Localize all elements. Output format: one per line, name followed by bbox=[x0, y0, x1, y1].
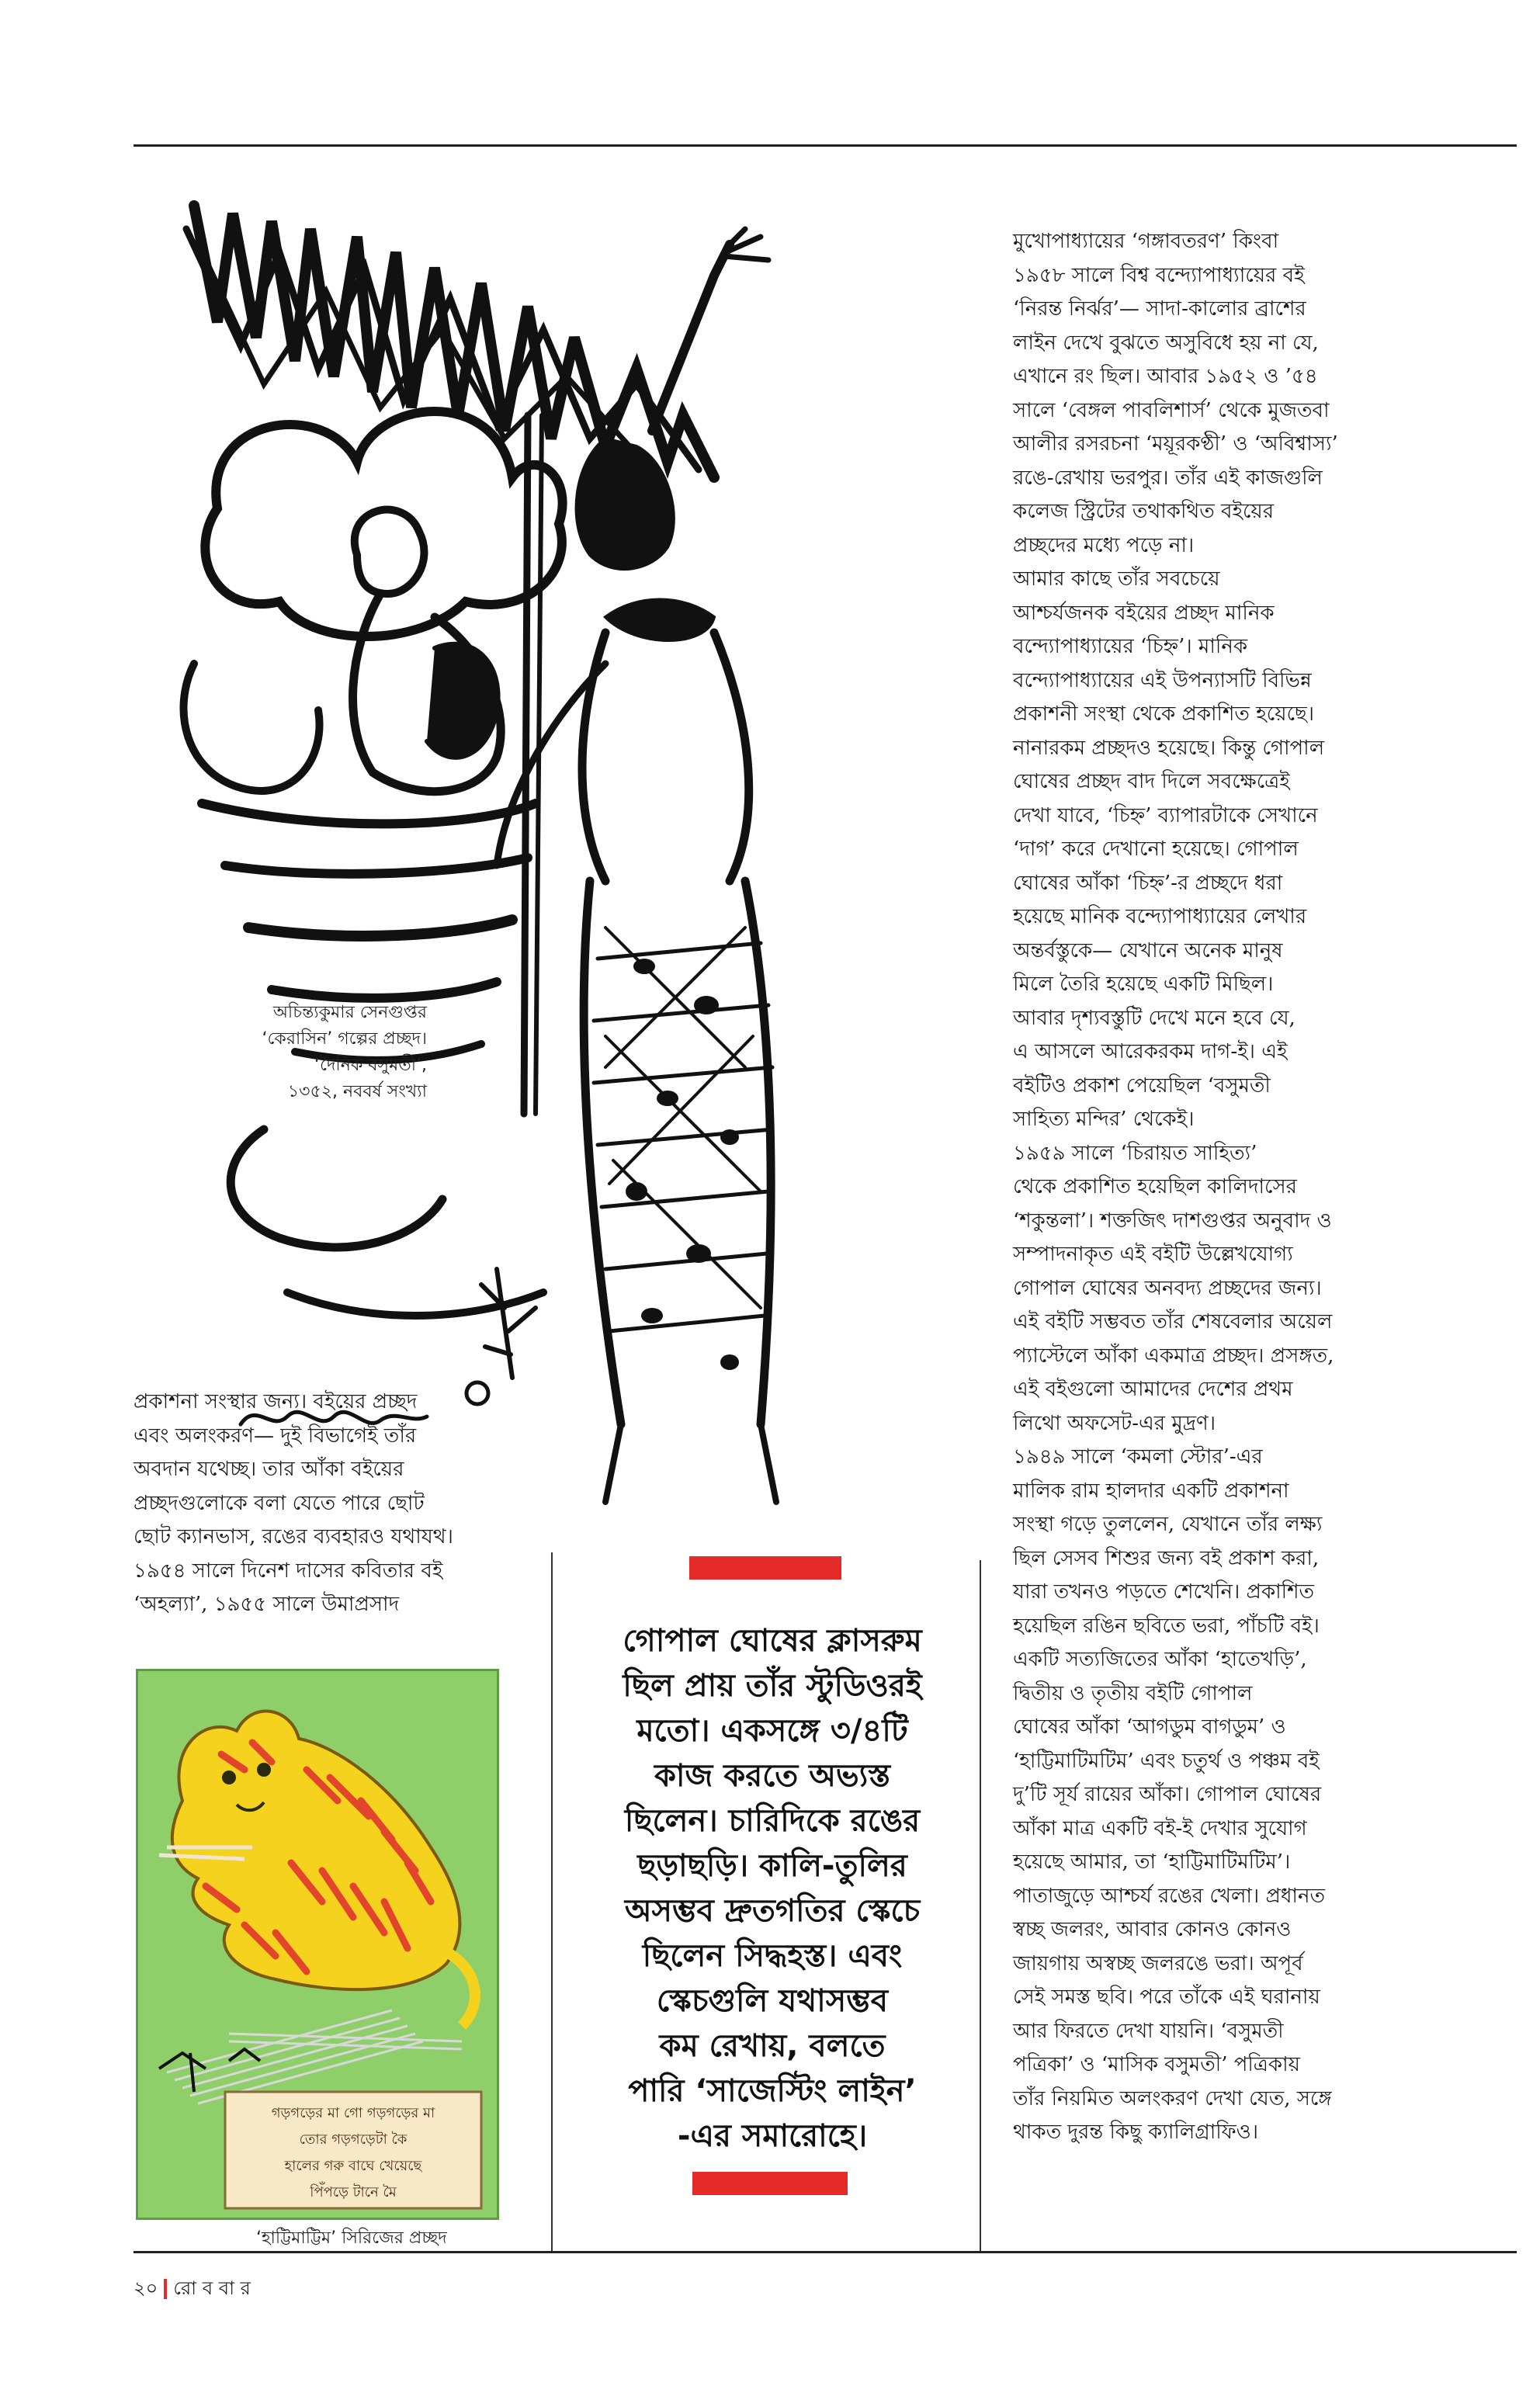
ink-illustration bbox=[171, 182, 955, 1517]
poster-label-line: তোর গড়গড়েটা কৈ bbox=[299, 2131, 408, 2148]
text-line: মালিক রাম হালদার একটি প্রকাশনা bbox=[1013, 1479, 1289, 1503]
text-line: ‘দাগ’ করে দেখানো হয়েছে। গোপাল bbox=[1013, 838, 1299, 861]
text-line: এই বইটি সম্ভবত তাঁর শেষবেলার অয়েল bbox=[1013, 1310, 1333, 1333]
text-line: এবং অলংকরণ— দুই বিভাগেই তাঁর bbox=[134, 1424, 417, 1448]
text-line: এই বইগুলো আমাদের দেশের প্রথম bbox=[1013, 1378, 1293, 1401]
text-line: ঘোষের আঁকা ‘চিহ্ন’-র প্রচ্ছদে ধরা bbox=[1013, 871, 1283, 895]
text-line: আলীর রসরচনা ‘ময়ূরকণ্ঠী’ ও ‘অবিশ্বাস্য’ bbox=[1013, 432, 1338, 456]
text-line: অন্তর্বস্তুকে— যেখানে অনেক মানুষ bbox=[1013, 938, 1283, 962]
text-line: পাতাজুড়ে আশ্চর্য রঙের খেলা। প্রধানত bbox=[1013, 1884, 1325, 1908]
text-line: প্রচ্ছদগুলোকে বলা যেতে পারে ছোট bbox=[134, 1491, 425, 1515]
caption-line: ‘দৈনিক বসুমতী’, bbox=[314, 1056, 427, 1075]
pull-quote-line: পারি ‘সাজেস্টিং লাইন’ bbox=[628, 2073, 917, 2109]
text-line: এ আসলে আরেকরকম দাগ-ই। এই bbox=[1013, 1040, 1288, 1063]
text-line: দ্বিতীয় ও তৃতীয় বইটি গোপাল bbox=[1013, 1681, 1253, 1705]
pull-quote-line: অসম্ভব দ্রুতগতির স্কেচে bbox=[624, 1893, 921, 1929]
text-line: সংস্থা গড়ে তুললেন, যেখানে তাঁর লক্ষ্য bbox=[1013, 1513, 1323, 1536]
pull-quote-line: মতো। একসঙ্গে ৩/৪টি bbox=[636, 1713, 908, 1749]
text-line: দেখা যাবে, ‘চিহ্ন’ ব্যাপারটাকে সেখানে bbox=[1013, 803, 1318, 827]
text-line: রঙে-রেখায় ভরপুর। তাঁর এই কাজগুলি bbox=[1013, 466, 1323, 490]
poster-caption: ‘হাট্টিমাট্টিম’ সিরিজের প্রচ্ছদ bbox=[256, 2228, 447, 2248]
text-line: আর ফিরতে দেখা যায়নি। ‘বসুমতী bbox=[1013, 2019, 1284, 2043]
text-line: ছোট ক্যানভাস, রঙের ব্যবহারও যথাযথ। bbox=[134, 1525, 453, 1549]
text-line: হয়েছিল রঙিন ছবিতে ভরা, পাঁচটি বই। bbox=[1013, 1614, 1320, 1638]
text-line: হয়েছে আমার, তা ‘হাট্টিমাটিমটিম’। bbox=[1013, 1850, 1291, 1874]
text-line: ‘অহল্যা’, ১৯৫৫ সালে উমাপ্রসাদ bbox=[134, 1593, 400, 1616]
pull-quote-bar-bottom bbox=[692, 2172, 848, 2195]
text-line: ‘নিরন্ত নির্ঝর’— সাদা-কালোর ব্রাশের bbox=[1013, 297, 1306, 321]
text-line: তাঁর নিয়মিত অলংকরণ দেখা যেত, সঙ্গে bbox=[1013, 2086, 1332, 2110]
caption-line: অচিন্ত্যকুমার সেনগুপ্তর bbox=[272, 1003, 427, 1022]
top-rule bbox=[134, 144, 1517, 147]
text-line: সেই সমস্ত ছবি। পরে তাঁকে এই ঘরানায় bbox=[1013, 1985, 1320, 2009]
text-line: সালে ‘বেঙ্গল পাবলিশার্স’ থেকে মুজতবা bbox=[1013, 398, 1330, 422]
text-line: ১৯৫৪ সালে দিনেশ দাসের কবিতার বই bbox=[134, 1559, 443, 1583]
pull-quote-line: কাজ করতে অভ্যস্ত bbox=[654, 1758, 891, 1794]
poster-label-line: হালের গরু বাঘে খেয়েছে bbox=[284, 2158, 422, 2174]
footer-separator bbox=[164, 2279, 167, 2299]
text-line: ১৯৪৯ সালে ‘কমলা স্টোর’-এর bbox=[1013, 1445, 1263, 1469]
text-line: পত্রিকা’ ও ‘মাসিক বসুমতী’ পত্রিকায় bbox=[1013, 2053, 1300, 2076]
pull-quote-line: স্কেচগুলি যথাসম্ভব bbox=[656, 1983, 889, 2019]
poster-label-line: পিঁপড়ে টানে মৈ bbox=[310, 2184, 397, 2201]
text-line: এখানে রং ছিল। আবার ১৯৫২ ও ’৫৪ bbox=[1013, 365, 1318, 388]
text-line: অবদান যথেচ্ছ। তার আঁকা বইয়ের bbox=[134, 1458, 404, 1481]
text-line: প্রকাশনা সংস্থার জন্য। বইয়ের প্রচ্ছদ bbox=[134, 1390, 418, 1413]
poster-label-line: গড়গড়ের মা গো গড়গড়ের মা bbox=[271, 2105, 435, 2121]
caption-line: ‘কেরাসিন’ গল্পের প্রচ্ছদ। bbox=[262, 1029, 427, 1049]
text-line: কলেজ স্ট্রিটের তথাকথিত বইয়ের bbox=[1013, 500, 1275, 523]
text-line: থেকে প্রকাশিত হয়েছিল কালিদাসের bbox=[1013, 1175, 1297, 1198]
pull-quote-line: গোপাল ঘোষের ক্লাসরুম bbox=[623, 1623, 922, 1659]
pull-quote-line: ছিলেন। চারিদিকে রঙের bbox=[624, 1803, 921, 1839]
text-line: প্রচ্ছদের মধ্যে পড়ে না। bbox=[1013, 533, 1195, 557]
pull-quote-line: ছিলেন সিদ্ধহস্ত। এবং bbox=[642, 1938, 903, 1974]
pull-quote-line: কম রেখায়, বলতে bbox=[659, 2028, 886, 2064]
text-line: ছিল সেসব শিশুর জন্য বই প্রকাশ করা, bbox=[1013, 1546, 1320, 1570]
text-line: নানারকম প্রচ্ছদও হয়েছে। কিন্তু গোপাল bbox=[1013, 736, 1325, 760]
text-line: মুখোপাধ্যায়ের ‘গঙ্গাবতরণ’ কিংবা bbox=[1013, 230, 1279, 253]
text-line: আশ্চর্যজনক বইয়ের প্রচ্ছদ মানিক bbox=[1013, 601, 1275, 625]
illustration-caption bbox=[175, 1000, 427, 1105]
text-line: ঘোষের প্রচ্ছদ বাদ দিলে সবক্ষেত্রেই bbox=[1013, 770, 1290, 793]
pull-quote bbox=[555, 1618, 990, 2159]
text-line: দু’টি সূর্য রায়ের আঁকা। গোপাল ঘোষের bbox=[1013, 1783, 1322, 1806]
text-line: স্বচ্ছ জলরং, আবার কোনও কোনও bbox=[1013, 1918, 1292, 1941]
page-number: ২০ bbox=[134, 2277, 158, 2299]
page-footer bbox=[134, 2274, 251, 2305]
text-line: আঁকা মাত্র একটি বই-ই দেখার সুযোগ bbox=[1013, 1816, 1307, 1840]
pull-quote-bar-top bbox=[689, 1556, 841, 1580]
text-line: বইটিও প্রকাশ পেয়েছিল ‘বসুমতী bbox=[1013, 1073, 1271, 1098]
text-line: হয়েছে মানিক বন্দ্যোপাধ্যায়ের লেখার bbox=[1013, 905, 1307, 928]
text-line: একটি সত্যজিতের আঁকা ‘হাতেখড়ি’, bbox=[1013, 1648, 1307, 1671]
text-line: সাহিত্য মন্দির’ থেকেই। bbox=[1013, 1108, 1195, 1131]
text-line: সম্পাদনাকৃত এই বইটি উল্লেখযোগ্য bbox=[1013, 1243, 1293, 1266]
text-line: ১৯৫৯ সালে ‘চিরায়ত সাহিত্য’ bbox=[1013, 1141, 1257, 1165]
text-line: জায়গায় অস্বচ্ছ জলরঙে ভরা। অপূর্ব bbox=[1013, 1951, 1303, 1975]
pull-quote-line: ছড়াছড়ি। কালি-তুলির bbox=[637, 1848, 907, 1884]
text-line: মিলে তৈরি হয়েছে একটি মিছিল। bbox=[1013, 973, 1274, 996]
text-line: ঘোষের আঁকা ‘আগডুম বাগডুম’ ও bbox=[1013, 1715, 1286, 1739]
text-line: বন্দ্যোপাধ্যায়ের ‘চিহ্ন’। মানিক bbox=[1013, 635, 1248, 658]
text-line: প্যাস্টেলে আঁকা একমাত্র প্রচ্ছদ। প্রসঙ্গত, bbox=[1013, 1344, 1334, 1368]
text-line: ‘হাট্টিমাটিমটিম’ এবং চতুর্থ ও পঞ্চম বই bbox=[1013, 1749, 1320, 1773]
bottom-rule bbox=[134, 2251, 1517, 2253]
right-column-text bbox=[1013, 225, 1517, 2150]
hattimatim-cover-image bbox=[136, 1669, 499, 2220]
text-line: লাইন দেখে বুঝতে অসুবিধে হয় না যে, bbox=[1013, 331, 1319, 355]
magazine-name: রো ব বা র bbox=[173, 2277, 251, 2299]
text-line: লিথো অফসেট-এর মুদ্রণ। bbox=[1013, 1411, 1216, 1435]
text-line: আবার দৃশ্যবস্তুটি দেখে মনে হবে যে, bbox=[1013, 1006, 1295, 1030]
text-line: থাকত দুরন্ত কিছু ক্যালিগ্রাফিও। bbox=[1013, 2121, 1259, 2144]
caption-line: ১৩৫২, নববর্ষ সংখ্যা bbox=[287, 1082, 427, 1101]
left-column-text bbox=[134, 1386, 537, 1622]
column-divider-left bbox=[551, 1552, 553, 2251]
pull-quote-line: ছিল প্রায় তাঁর স্টুডিওরই bbox=[623, 1668, 922, 1704]
text-line: বন্দ্যোপাধ্যায়ের এই উপন্যাসটি বিভিন্ন bbox=[1013, 668, 1312, 692]
pull-quote-line: -এর সমারোহে। bbox=[677, 2118, 868, 2154]
text-line: যারা তখনও পড়তে শেখেনি। প্রকাশিত bbox=[1013, 1580, 1314, 1604]
text-line: আমার কাছে তাঁর সবচেয়ে bbox=[1013, 567, 1220, 591]
text-line: গোপাল ঘোষের অনবদ্য প্রচ্ছদের জন্য। bbox=[1013, 1276, 1322, 1300]
text-line: ১৯৫৮ সালে বিশ্ব বন্দ্যোপাধ্যায়ের বই bbox=[1013, 263, 1305, 287]
text-line: প্রকাশনী সংস্থা থেকে প্রকাশিত হয়েছে। bbox=[1013, 702, 1315, 726]
text-line: ‘শকুন্তলা’। শক্তজিৎ দাশগুপ্তর অনুবাদ ও bbox=[1013, 1209, 1332, 1233]
